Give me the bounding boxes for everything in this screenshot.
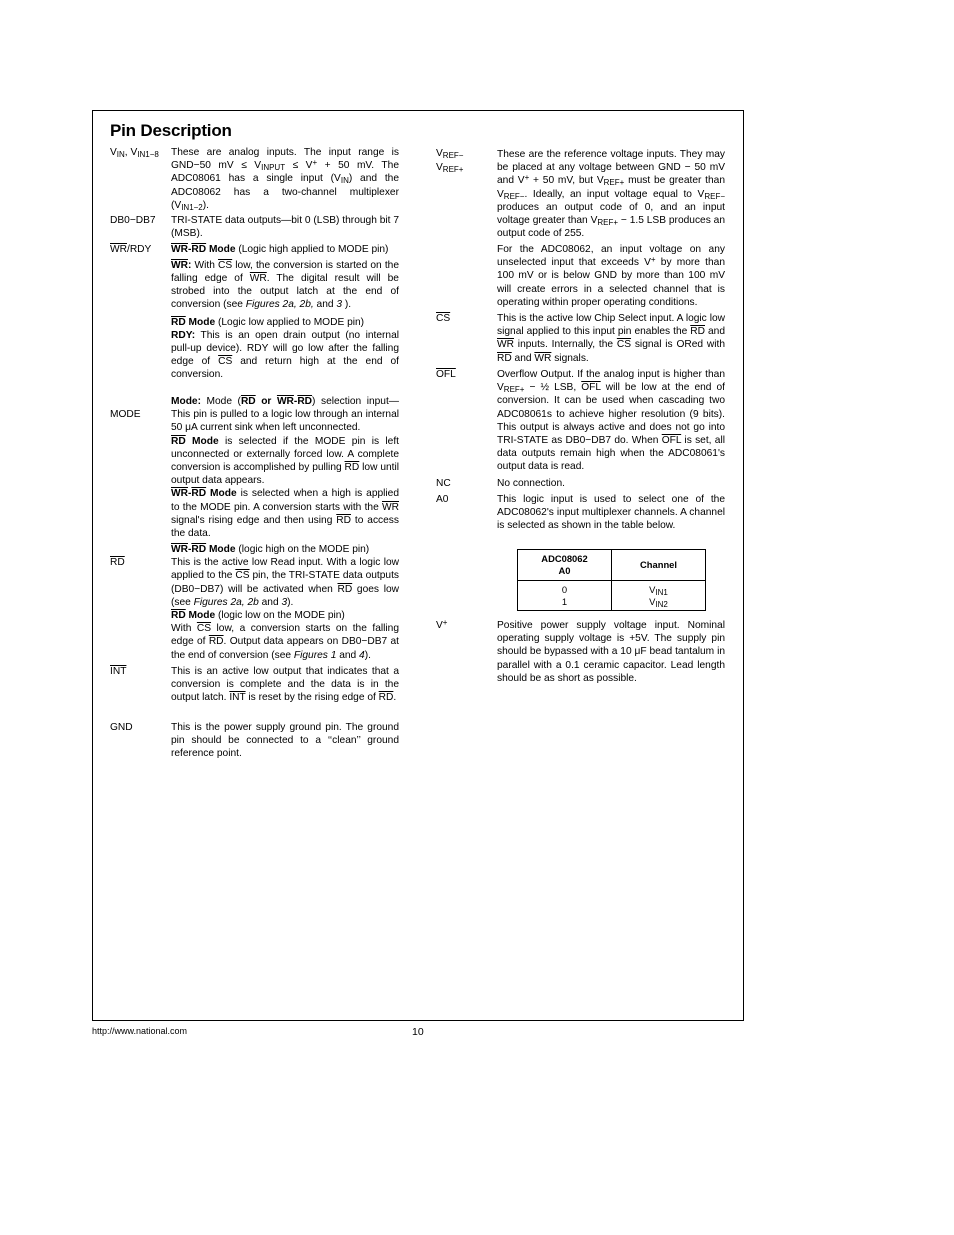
pin-mode-label: MODE [110, 409, 141, 420]
pin-nc-label: NC [436, 478, 451, 489]
pin-wr-rdy-label: $\overline{WR}$/RDY [110, 244, 152, 255]
table-header-cell: Channel [612, 550, 706, 581]
channel-select-table [517, 549, 706, 611]
pin-db-label: DB0−DB7 [110, 215, 156, 226]
pin-mode-description: Mode: Mode ($\overline{RD}$ or $\overline{WR}-\overline{RD}$) selection input—This pin is pulled to a logic low through an internal 50 μA current sink when left unconnected. $\overline{RD}$ Mode is selected if the MODE pin is left unconnected or externally forced low. A complete conversion is accomplished by pulling $\overline{RD}$ low until output data appears. $\overline{WR}-\overline{RD}$ Mode is selected when a high is applied to the MODE pin. A conversion starts with the $\overline{WR}$ signal's rising edge and then using $\overline{RD}$ to access the data. [171, 396, 402, 540]
rd-mode-heading: $\overline{RD}$ Mode (Logic low applied to MODE pin) RDY: This is an open drain output (no internal pull-up device). RDY will go low after the falling edge of $\overline{CS}$ and return high at the end of conversion. [171, 316, 402, 381]
pin-cs-label: $\overline{CS}$ [436, 313, 451, 324]
pin-rd-description: $\overline{WR}-\overline{RD}$ Mode (logic high on the MODE pin) This is the active low Read input. With a logic low applied to the $\overline{CS}$ pin, the TRI-STATE data outputs (DB0−DB7) will be activated when $\overline{RD}$ goes low (see Figures 2a, 2b and 3). $\overline{RD}$ Mode (logic low on the MODE pin) With $\overline{CS}$ low, a conversion starts on the falling edge of $\overline{RD}$. Output data appears on DB0−DB7 at the end of conversion (see Figures 1 and 4). [171, 544, 402, 661]
pin-int-label: $\overline{INT}$ [110, 666, 127, 677]
wr-description: $\overline{WR}$: With $\overline{CS}$ low, the conversion is started on the falling edge of $\overline{WR}$. The digital result will be strobed into the output latch at the end of conversion (see Figures 2a, 2b, and 3 ). [171, 259, 402, 311]
table-cell: 0 1 [518, 581, 612, 611]
pin-vin-label: $V_{IN}$, $V_{IN1-8}$ [110, 147, 159, 159]
table-row [518, 581, 706, 611]
table-header-row [518, 550, 706, 581]
pin-gnd-label: GND [110, 722, 133, 733]
pin-nc-description: No connection. [497, 478, 565, 489]
footer-url: http://www.national.com [92, 1026, 188, 1036]
pin-wr-rdy-description [171, 243, 402, 384]
table-header-cell: ADC08062 A0 [518, 550, 612, 581]
pin-rd-label: $\overline{RD}$ [110, 557, 125, 568]
page-title: Pin Description [110, 121, 232, 140]
pin-db-description: TRI-STATE data outputs—bit 0 (LSB) through bit 7 (MSB). [171, 215, 399, 240]
pin-cs-description: This is the active low Chip Select input. A logic low signal applied to this input pin enables the $\overline{RD}$ and $\overline{WR}$ inputs. Internally, the $\overline{CS}$ signal is ORed with $\overline{RD}$ and $\overline{WR}$ signals. [497, 313, 728, 364]
pin-vplus-description: Positive power supply voltage input. Nominal operating supply voltage is +5V. The supply pin should be bypassed with a 10 μF bead tantalum in parallel with a 0.1 ceramic capacitor. Lead length should be as short as possible. [497, 620, 725, 684]
pin-vref-description: These are the reference voltage inputs. They may be placed at any voltage between GND − 50 mV and V+ + 50 mV, but $V_{REF+}$ must be greater than $V_{REF-}$. Ideally, an input voltage equal to $V_{REF-}$ produces an output code of 0, and an input voltage greater than $V_{REF+} - 1.5$ LSB produces an output code of 255. For the ADC08062, an input voltage on any unselected input that exceeds V+ by more than 100 mV or is below GND by more than 100 mV will create errors in a selected channel that is operating within proper operating conditions. [497, 149, 728, 308]
pin-int-description: This is an active low output that indicates that a conversion is complete and the data is in the output latch. $\overline{INT}$ is reset by the rising edge of $\overline{RD}$. [171, 666, 402, 704]
pin-ofl-description: Overflow Output. If the analog input is higher than $V_{REF+}$ − ½ LSB, $\overline{OFL}$ will be low at the end of conversion. It can be used when cascading two ADC08061s to achieve higher resolution (9 bits). This output is always active and does not go into TRI-STATE as DB0−DB7 do. When $\overline{OFL}$ is set, all data outputs remain high when the ADC08061's output data is read. [497, 369, 728, 473]
wr-rd-mode-heading: $\overline{WR}-\overline{RD}$ Mode (Logic high applied to MODE pin) [171, 244, 389, 255]
pin-gnd-description: This is the power supply ground pin. The ground pin should be connected to a ‘‘clean’’ ground reference point. [171, 722, 399, 760]
pin-a0-description: This logic input is used to select one of the ADC08062's input multiplexer channels. A channel is selected as shown in the table below. [497, 494, 725, 532]
pin-vin-description: These are analog inputs. The input range is GND−50 mV ≤ $V_{INPUT} \le V^+ + 50$ mV. The ADC08061 has a single input $(V_{IN})$ and the ADC08062 has a two-channel multiplexer $(V_{IN1-2})$. [171, 147, 402, 212]
table-cell: $V_{IN1}$ $V_{IN2}$ [612, 581, 706, 611]
page-number: 10 [412, 1026, 424, 1038]
pin-vref-label: $V_{REF-}$ $V_{REF+}$ [436, 148, 464, 174]
pin-a0-label: A0 [436, 494, 449, 505]
pin-ofl-label: $\overline{OFL}$ [436, 369, 456, 380]
pin-vplus-label: V+ [436, 618, 448, 631]
